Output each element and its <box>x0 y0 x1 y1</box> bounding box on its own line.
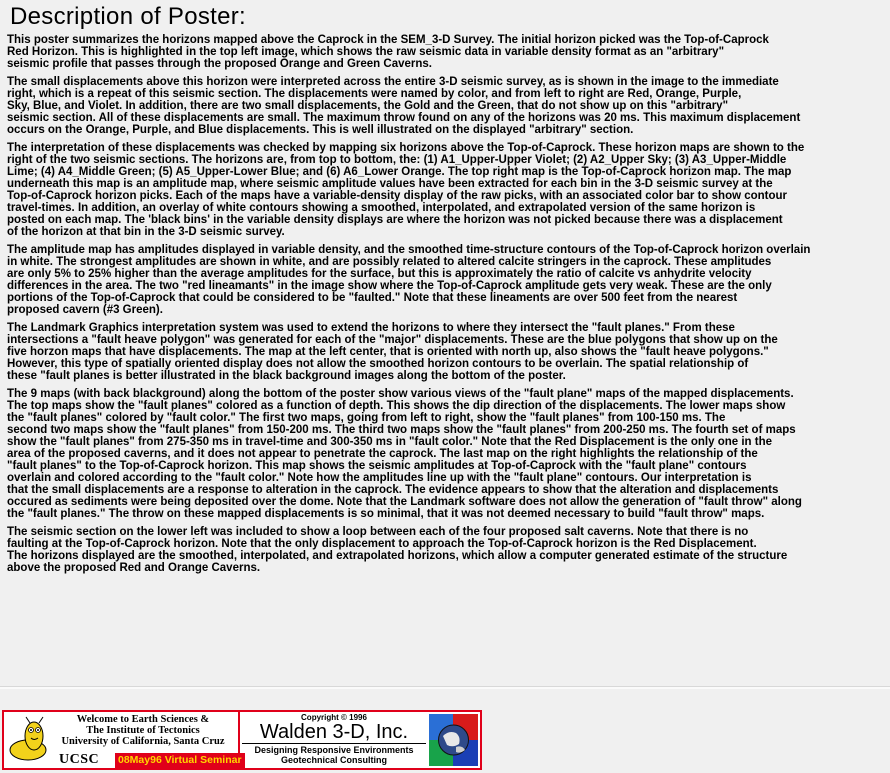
text-line: portions of the Top-of-Caprock that could be considered to be "faulted." Note that these lineaments are over 500 feet from the nearest <box>7 292 738 304</box>
text-line: the "fault planes." The throw on these mapped displacements is so minimal, that it was not deemed necessary to build "fault throw" maps. <box>7 508 765 520</box>
welcome-line-2: The Institute of Tectonics <box>86 725 200 736</box>
welcome-line-3: University of California, Santa Cruz <box>61 736 225 747</box>
seminar-banner[interactable] <box>2 710 482 770</box>
text-line: The 9 maps (with back blackground) along the bottom of the poster show various views of the "fault plane" maps of the mapped displacements. <box>7 388 794 400</box>
text-line: The amplitude map has amplitudes displayed in variable density, and the smoothed time-structure contours of the Top-of-Caprock horizon overlain <box>7 244 811 256</box>
text-line: The small displacements above this horizon were interpreted across the entire 3-D seismic survey, as is shown in the image to the immediate <box>7 76 779 88</box>
text-line: the "fault planes" colored by "fault color." The first two maps, going from left to right, show the "fault planes" from 100-150 ms. The <box>7 412 726 424</box>
ucsc-logo: UCSC <box>59 752 100 767</box>
text-line: differences in the area. The two "red lineamants" in the image show where the Top-of-Caprock amplitude gets very weak. These are the only <box>7 280 772 292</box>
text-line: The interpretation of these displacements was checked by mapping six horizons above the Top-of-Caprock. These horizon maps are shown to the <box>7 142 805 154</box>
text-line: Top-of-Caprock horizon picks. Each of the maps have a variable-density display of the raw picks, with an associated color bar to show contour <box>7 190 788 202</box>
walden-panel[interactable] <box>240 712 428 768</box>
text-line: five horzon maps that have displacements. The map at the left center, that is oriented with north up, also shows the "fault heave polygons." <box>7 346 769 358</box>
text-line: occured as sediments were being deposited over the dome. Note that the Landmark software does not allow the generation of "fault throw" along <box>7 496 802 508</box>
paragraph-7 <box>7 526 887 574</box>
text-line: travel-times. In addition, an overlay of white contours showing a smoothed, interpolated, and extrapolated version of the same horizon is <box>7 202 756 214</box>
text-line: proposed cavern (#3 Green). <box>7 304 163 316</box>
text-line: in white. The strongest amplitudes are shown in white, and are possibly related to altered calcite stringers in the caprock. These amplitudes <box>7 256 772 268</box>
text-line: occurs on the Orange, Purple, and Blue displacements. This is well illustrated on the displayed "arbitrary" section. <box>7 124 634 136</box>
text-line: of the horizon at that bin in the 3-D seismic survey. <box>7 226 285 238</box>
text-line: area of the proposed caverns, and it does not appear to penetrate the caprock. The last map on the right highlights the relationship of the <box>7 448 758 460</box>
text-line: above the proposed Red and Orange Caverns. <box>7 562 261 574</box>
text-line: Sky, Blue, and Violet. In addition, there are two small displacements, the Gold and the Green, that do not show up on this "arbitrary" <box>7 100 729 112</box>
text-line: second two maps show the "fault planes" from 150-200 ms. The third two maps show the "fault planes" from 200-250 ms. The fourth set of maps <box>7 424 796 436</box>
paragraph-4 <box>7 244 887 316</box>
text-line: The Landmark Graphics interpretation system was used to extend the horizons to where they intersect the "fault planes." From these <box>7 322 735 334</box>
text-line: seismic profile that passes through the proposed Orange and Green Caverns. <box>7 58 432 70</box>
seminar-badge[interactable]: 08May96 Virtual Seminar <box>115 753 245 768</box>
company-name[interactable]: Walden 3-D, Inc. <box>259 721 409 743</box>
text-line: underneath this map is an amplitude map, where seismic amplitude values have been extracted for each bin in the 3-D seismic survey at the <box>7 178 773 190</box>
description-body <box>7 34 887 574</box>
text-line: The horizons displayed are the smoothed, interpolated, and extrapolated horizons, which allow a computer generated estimate of the structure <box>7 550 788 562</box>
paragraph-2 <box>7 76 887 136</box>
footer-divider <box>0 686 890 689</box>
globe-logo-icon <box>429 714 478 766</box>
paragraph-3 <box>7 142 887 238</box>
text-line: posted on each map. The 'black bins' in the variable density displays are where the horizon was not picked because there was a displacement <box>7 214 783 226</box>
text-line: intersections a "fault heave polygon" was generated for each of the "major" displacements. These are the blue polygons that show up on the <box>7 334 778 346</box>
paragraph-1 <box>7 34 887 70</box>
paragraph-6 <box>7 388 887 520</box>
text-line: "fault planes" to the Top-of-Caprock horizon. This map shows the seismic amplitudes at Top-of-Caprock with the "fault plane" contours <box>7 460 747 472</box>
text-line: The seismic section on the lower left was included to show a loop between each of the four proposed salt caverns. Note that there is no <box>7 526 749 538</box>
text-line: right of the two seismic sections. The horizons are, from top to bottom, the: (1) A1_Upper-Upper Violet; (2) A2_Upper Sky; (3) A3_Upper-Middle <box>7 154 787 166</box>
text-line: show the "fault planes" from 275-350 ms in travel-time and 300-350 ms in "fault color." Note that the Red Displacement is the only one in the <box>7 436 773 448</box>
text-line: these "fault planes is better illustrated in the black background images along the bottom of the poster. <box>7 370 566 382</box>
text-line: overlain and colored according to the "fault color." Note how the amplitudes line up with the "fault plane" contours. Our interpretation is <box>7 472 752 484</box>
text-line: are only 5% to 25% higher than the average amplitudes for the surface, but this is approximately the ratio of calcite vs anhydrite velocity <box>7 268 752 280</box>
text-line: Red Horizon. This is highlighted in the top left image, which shows the raw seismic data in variable density format as an "arbitrary" <box>7 46 725 58</box>
text-line: that the small displacements are a response to alteration in the caprock. The evidence appears to show that the alteration and displacements <box>7 484 779 496</box>
welcome-line-1: Welcome to Earth Sciences & <box>76 714 210 725</box>
poster-description <box>7 4 887 580</box>
text-line: seismic section. All of these displacements are small. The maximum throw found on any of the horizons was 20 ms. This maximum displacement <box>7 112 801 124</box>
text-line: This poster summarizes the horizons mapped above the Caprock in the SEM_3-D Survey. The initial horizon picked was the Top-of-Caprock <box>7 34 769 46</box>
text-line: Lime; (4) A4_Middle Green; (5) A5_Upper-Lower Blue; and (6) A6_Lower Orange. The top right map is the Top-of-Caprock horizon map. The map <box>7 166 792 178</box>
ucsc-panel[interactable] <box>4 712 240 768</box>
tagline-consulting: Geotechnical Consulting <box>280 755 387 765</box>
text-line: faulting at the Top-of-Caprock horizon. Note that the only displacement to approach the Top-of-Caprock horizon is the Red Displacement. <box>7 538 757 550</box>
text-line: right, which is a repeat of this seismic section. The displacements were named by color, and from left to right are Red, Orange, Purple, <box>7 88 742 100</box>
tagline-design: Designing Responsive Environments <box>242 743 426 755</box>
page-title: Description of Poster: <box>10 3 247 30</box>
text-line: The top maps show the "fault planes" colored as a function of depth. This shows the dip direction of the displacements. The lower maps show <box>7 400 786 412</box>
copyright-text: Copyright © 1996 <box>301 713 367 722</box>
text-line: However, this type of spatially oriented display does not allow the smoothed horizon contours to be overlain. The spatial relationship of <box>7 358 749 370</box>
paragraph-5 <box>7 322 887 382</box>
